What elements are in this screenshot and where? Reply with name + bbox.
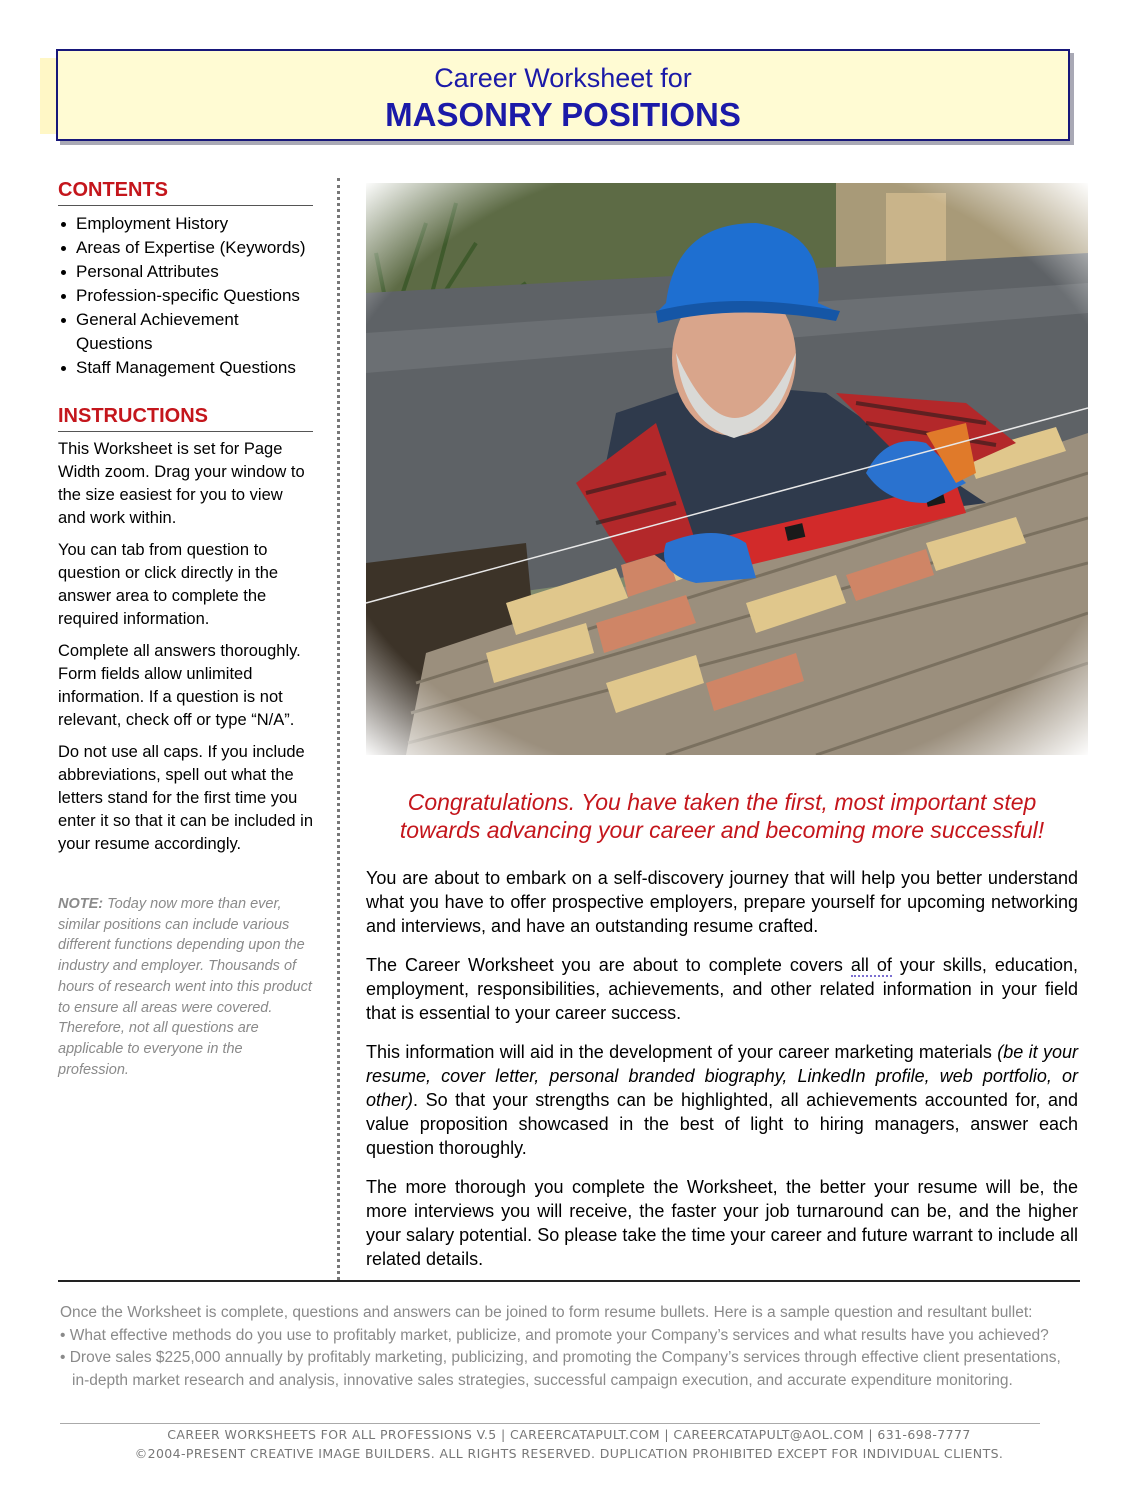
contents-item: General Achievement Questions [58, 308, 313, 356]
note [58, 894, 313, 1080]
instructions-heading: INSTRUCTIONS [58, 404, 313, 432]
instruction-paragraph: Complete all answers thoroughly. Form fields allow unlimited information. If a question is not relevant, check off or type “N/A”. [58, 642, 301, 729]
contents-item: Personal Attributes [58, 260, 313, 284]
title-line1: Career Worksheet for [434, 63, 692, 93]
contents-item: Areas of Expertise (Keywords) [58, 236, 313, 260]
note-label: NOTE: [58, 896, 104, 912]
instruction-paragraph: Do not use all caps. If you include abbreviations, spell out what the letters stand for the first time you enter it so that it can be included in your resume accordingly. [58, 743, 313, 853]
footer [58, 1425, 1080, 1463]
sidebar [58, 178, 313, 1080]
footer-divider [60, 1423, 1040, 1424]
underlined-phrase: all of [850, 955, 892, 975]
contents-item: Profession-specific Questions [58, 284, 313, 308]
intro-paragraph: The more thorough you complete the Worksheet, the better your resume will be, the more interviews you will receive, the faster your job turnaround can be, and the higher your salary potential. So please take the time your career and future warrant to include all related details. [366, 1177, 1078, 1269]
sample-question: • What effective methods do you use to profitably market, publicize, and promote your Company’s services and what results have you achieved? [60, 1326, 1049, 1344]
intro-paragraph: The Career Worksheet you are about to complete covers all of your skills, education, employment, responsibilities, achievements, and other related information in your field that is essential to your career success. [366, 955, 1078, 1023]
column-divider [337, 178, 340, 1280]
intro-paragraph: You are about to embark on a self-discovery journey that will help you better understand what you have to offer prospective employers, prepare yourself for upcoming networking and interviews, and have an outstanding resume crafted. [366, 868, 1078, 936]
contents-heading: CONTENTS [58, 178, 313, 206]
instruction-paragraph: This Worksheet is set for Page Width zoom. Drag your window to the size easiest for you to view and work within. [58, 440, 305, 527]
contents-list [58, 212, 313, 380]
footer-line2: ©2004-PRESENT CREATIVE IMAGE BUILDERS. ALL RIGHTS RESERVED. DUPLICATION PROHIBITED EXCEPT FOR INDIVIDUAL CLIENTS. [134, 1446, 1004, 1461]
sample-section [60, 1302, 1090, 1392]
contents-item: Staff Management Questions [58, 356, 313, 380]
intro-body [366, 866, 1078, 1286]
mason-photo [366, 183, 1088, 755]
congrats-line1: Congratulations. You have taken the first, most important step [407, 789, 1037, 815]
congrats-line2: towards advancing your career and becoming more successful! [399, 817, 1045, 843]
title-line2: MASONRY POSITIONS [385, 96, 741, 133]
sample-intro: Once the Worksheet is complete, questions and answers can be joined to form resume bullets. Here is a sample question and resultant bullet: [60, 1304, 1033, 1321]
sample-bullet: • Drove sales $225,000 annually by profitably marketing, publicizing, and promoting the Company’s services through effective client presentations, [60, 1349, 1061, 1366]
note-text: Today now more than ever, similar positions can include various different functions depending upon the industry and employer. Thousands of hours of research went into this product to ensure all areas were covered. Therefore, not all questions are applicable to everyone in the profession. [58, 896, 312, 1078]
footer-line1: CAREER WORKSHEETS FOR ALL PROFESSIONS V.5 | CAREERCATAPULT.COM | CAREERCATAPULT@AOL.COM | 631-698-7777 [167, 1427, 971, 1442]
instruction-paragraph: You can tab from question to question or click directly in the answer area to complete the required information. [58, 541, 279, 628]
contents-item: Employment History [58, 212, 313, 236]
section-divider [58, 1280, 1080, 1282]
title-banner [56, 49, 1070, 141]
congratulations-text [366, 788, 1078, 844]
intro-paragraph: This information will aid in the development of your career marketing materials (be it your resume, cover letter, personal branded biography, LinkedIn profile, web portfolio, or other). So that your strengths can be highlighted, all achievements accounted for, and value proposition showcased in the best of light to hiring managers, answer each question thoroughly. [366, 1042, 1078, 1158]
sample-bullet-continued: in-depth market research and analysis, innovative sales strategies, successful campaign execution, and accurate expenditure monitoring. [72, 1371, 1013, 1389]
italic-phrase: (be it your resume, cover letter, personal branded biography, LinkedIn profile, web portfolio, or other) [366, 1042, 1078, 1110]
